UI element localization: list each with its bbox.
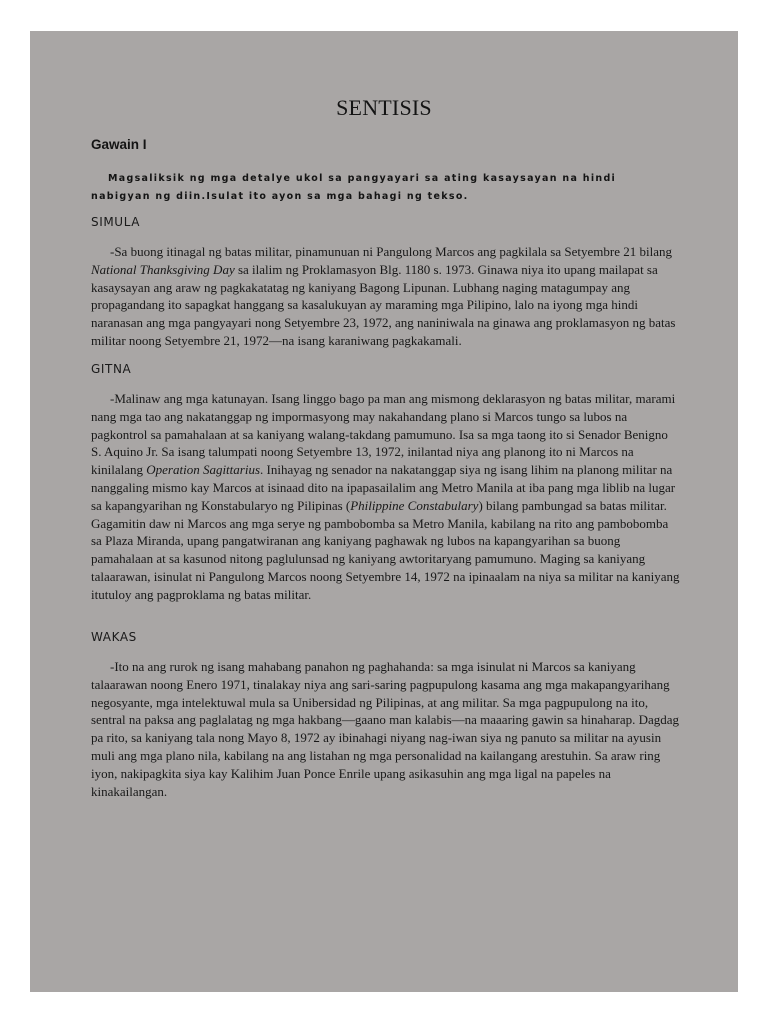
section-body-wakas — [91, 658, 681, 800]
italic-term: National Thanksgiving Day — [91, 261, 235, 277]
section-heading-simula: SIMULA — [91, 215, 141, 229]
document-title: SENTISIS — [336, 95, 432, 120]
instruction-text: Magsaliksik ng mga detalye ukol sa pangyayari sa ating kasaysayan na hindi nabigyan ng diin.Isulat ito ayon sa mga bahagi ng tekso. — [91, 173, 617, 202]
section-heading-gitna: GITNA — [91, 362, 132, 376]
section-body-simula — [91, 243, 681, 350]
document-page — [30, 31, 738, 992]
section-body-gitna — [91, 390, 681, 604]
activity-heading: Gawain I — [91, 137, 147, 152]
body-text: ) bilang pambungad sa batas militar. Gagamitin daw ni Marcos ang mga serye ng pambobomba sa Metro Manila, kabilang na rito ang pambobomba sa Plaza Miranda, upang pangatwiranan ang kaniyang paghawak ng lubos na kapangyarihan sa buong pamahalaan at sa kasunod nitong paglulunsad ng kaniyang awtoritaryang pamumuno. Maging sa kaniyang talaarawan, isinulat ni Pangulong Marcos noong Setyembre 14, 1972 na ipinaalam na niya sa militar na kaniyang itutuloy ang pagproklama ng batas militar. — [91, 497, 680, 602]
italic-term: Operation Sagittarius — [146, 462, 261, 478]
section-heading-wakas: WAKAS — [91, 630, 137, 644]
body-text: -Malinaw ang mga katunayan. Isang linggo bago pa man ang mismong deklarasyon ng batas militar, marami nang mga tao ang nakatanggap ng impormasyong may nakahandang plano si Marcos tungo sa lubos na pagkontrol sa pamahalaan at sa kaniyang walang-takdang pamumuno. Isa sa mga taong ito si Senador Benigno S. Aquino Jr. Sa isang talumpati noong Setyembre 13, 1972, inilantad niya ang planong ito ni Marcos na kinilalang — [91, 391, 676, 478]
body-text: -Sa buong itinagal ng batas militar, pinamunuan ni Pangulong Marcos ang pagkilala sa Setyembre 21 bilang — [110, 244, 672, 259]
italic-term: Philippine Constabulary — [350, 497, 479, 513]
body-text: . Inihayag ng senador na nakatanggap siya ng isang lihim na planong militar na nanggaling mismo kay Marcos at isinaad dito na ipapasailalim ang Metro Manila at iba pang mga liblib na lugar sa kapangyarihan ng Konstabularyo ng Pilipinas ( — [91, 462, 676, 513]
body-text: -Ito na ang rurok ng isang mahabang panahon ng paghahanda: sa mga isinulat ni Marcos sa kaniyang talaarawan noong Enero 1971, tinalakay niya ang sari-saring pagpupulong kasama ang mga makapangyarihang negosyante, mga intelektuwal mula sa Unibersidad ng Pilipinas, at ang militar. Sa mga pagpupulong na ito, sentral na paksa ang paglalatag ng mga hakbang—gaano man kalabis—na maaaring gawin sa hinaharap. Dagdag pa rito, sa kaniyang tala nong Mayo 8, 1972 ay ibinahagi niyang nag-iwan siya ng panuto sa militar na ayusin muli ang mga plano nila, kabilang na ang listahan ng mga personalidad na kailangang arestuhin. Sa araw ring iyon, nakipagkita siya kay Kalihim Juan Ponce Enrile upang asikasuhin ang mga ligal na papeles na kinakailangan. — [91, 659, 680, 799]
body-text: sa ilalim ng Proklamasyon Blg. 1180 s. 1973. Ginawa niya ito upang mailapat sa kasaysayan ang araw ng pagkakatatag ng kaniyang Bagong Lipunan. Lubhang naging matagumpay ang propagandang ito sapagkat hanggang sa kasalukuyan ay maraming mga Pilipino, lalo na iyong mga hindi naranasan ang mga pangyayari nong Setyembre 23, 1972, ang naniniwala na ginawa ang proklamasyon ng batas militar noong Setyembre 21, 1972—na isang karaniwang pagkakamali. — [91, 261, 676, 348]
